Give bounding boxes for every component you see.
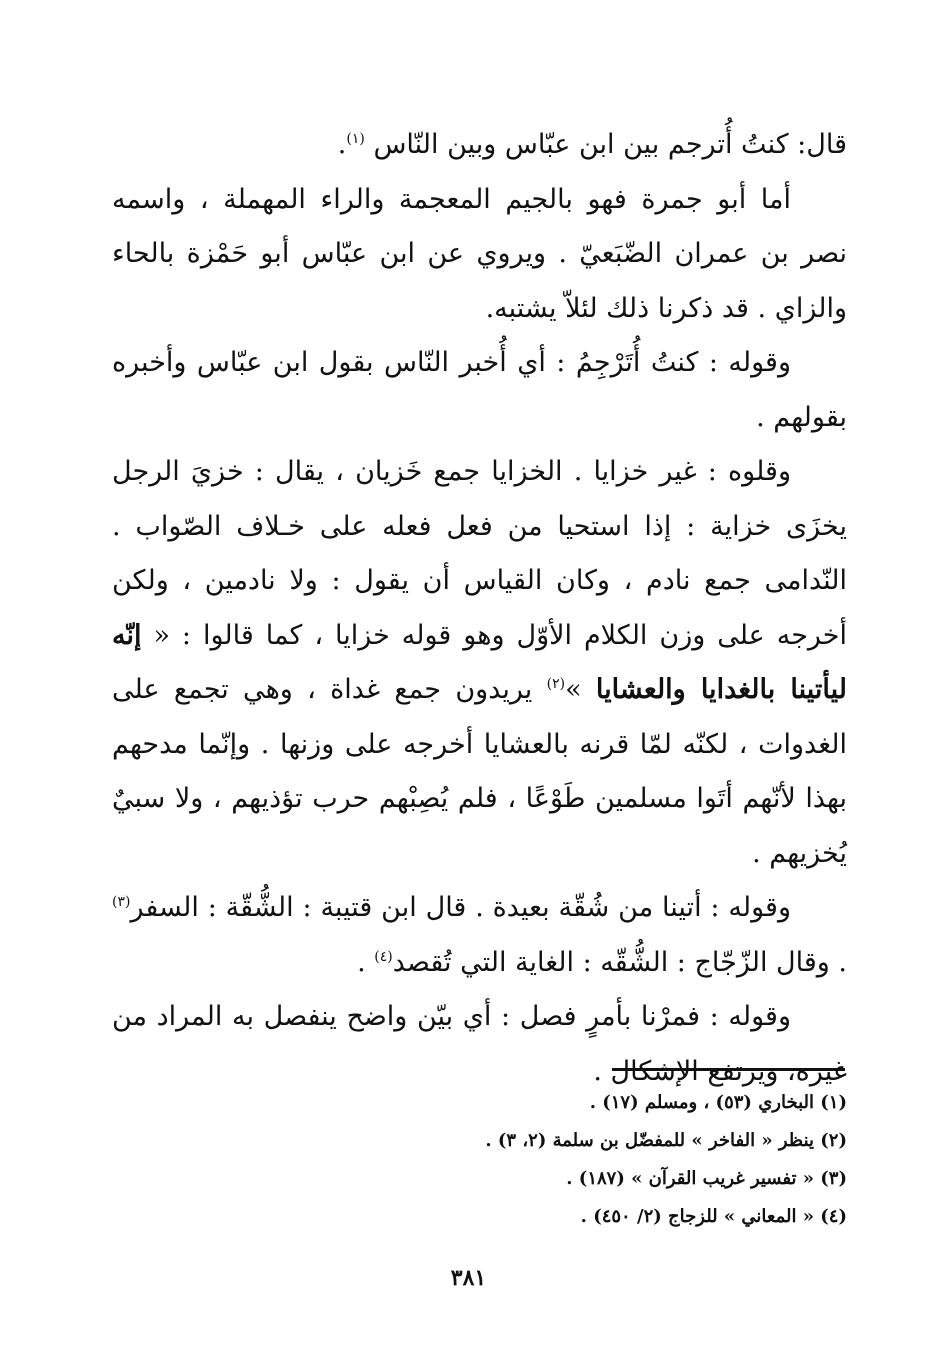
text-run: . وقال الزّجّاج : الشُّقّه : الغاية التي تُقصد <box>392 946 847 978</box>
footnote-ref: (١) <box>346 131 365 147</box>
text-run: . <box>337 129 347 160</box>
footnote-4: (٤) « المعاني » للزجاج (٢/ ٤٥٠) . <box>580 1206 847 1227</box>
footnote-divider <box>612 1068 845 1071</box>
text-run: أما أبو جمرة فهو بالجيم المعجمة والراء المهملة ، واسمه نصر بن عمران الضّبَعيّ . ويروي عن ابن عبّاس أبو حَمْزة بالحاء والزاي . قد ذكرنا ذلك لئلاّ يشتبه. <box>112 183 847 324</box>
footnote-2: (٢) ينظر « الفاخر » للمفضّل بن سلمة (٢، ٣) . <box>485 1130 847 1151</box>
paragraph-6 <box>112 990 847 1099</box>
text-run: قال: كنتُ أُترجم بين ابن عبّاس وبين النّاس <box>364 129 847 160</box>
paragraph-1 <box>112 118 847 173</box>
footnote-1: (١) البخاري (٥٣) ، ومسلم (١٧) . <box>589 1092 847 1113</box>
footnote-ref: (٤) <box>374 948 393 965</box>
text-run: وقوله : كنتُ أُتَرْجِمُ : أي أُخبر النّاس بقول ابن عبّاس وأخبره بقولهم . <box>112 347 847 433</box>
text-run: وقلوه : غير خزايا . الخزايا جمع خَزيان ، يقال : خزيَ الرجل يخزَى خزاية : إذا استحيا من فعل فعله على خـلاف الصّواب . النّدامى جمع نادم ، وكان القياس أن يقول : ولا نادمين ، ولكن أخرجه على وزن الكلام الأوّل وهو قوله خزايا ، كما قالوا : « <box>112 456 847 651</box>
paragraph-4 <box>112 445 847 881</box>
main-text <box>112 118 847 1099</box>
footnote-ref: (٢) <box>546 676 566 692</box>
quoted-phrase: إنّه ليأتينا بالغدايا والعشايا <box>112 619 847 705</box>
text-run: وقوله : أتينا من شُقّة بعيدة . قال ابن قتيبة : الشُّقّة : السفر <box>130 892 791 923</box>
footnote-ref: (٣) <box>112 894 131 910</box>
page-number: ٣٨١ <box>450 1265 487 1291</box>
text-run: يريدون جمع غداة ، وهي تجمع على الغدوات ، لكنّه لمّا قرنه بالعشايا أخرجه على وزنها . وإنّما مدحهم بهذا لأنّهم أتَوا مسلمين طَوْعًا ، فلم يُصِبْهم حرب تؤذيهم ، ولا سبيٌ يُخزيهم . <box>112 674 847 869</box>
paragraph-2 <box>112 173 847 337</box>
text-run: . <box>357 946 375 978</box>
paragraph-3 <box>112 336 847 445</box>
paragraph-5 <box>112 881 847 990</box>
footnotes <box>112 1084 847 1236</box>
text-run: وقوله : فمرْنا بأمرٍ فصل : أي بيّن واضح ينفصل به المراد من غيره، ويرتفع الإشكال . <box>112 1001 847 1087</box>
text-run: » <box>565 674 596 705</box>
footnote-3: (٣) « تفسير غريب القرآن » (١٨٧) . <box>566 1168 847 1189</box>
